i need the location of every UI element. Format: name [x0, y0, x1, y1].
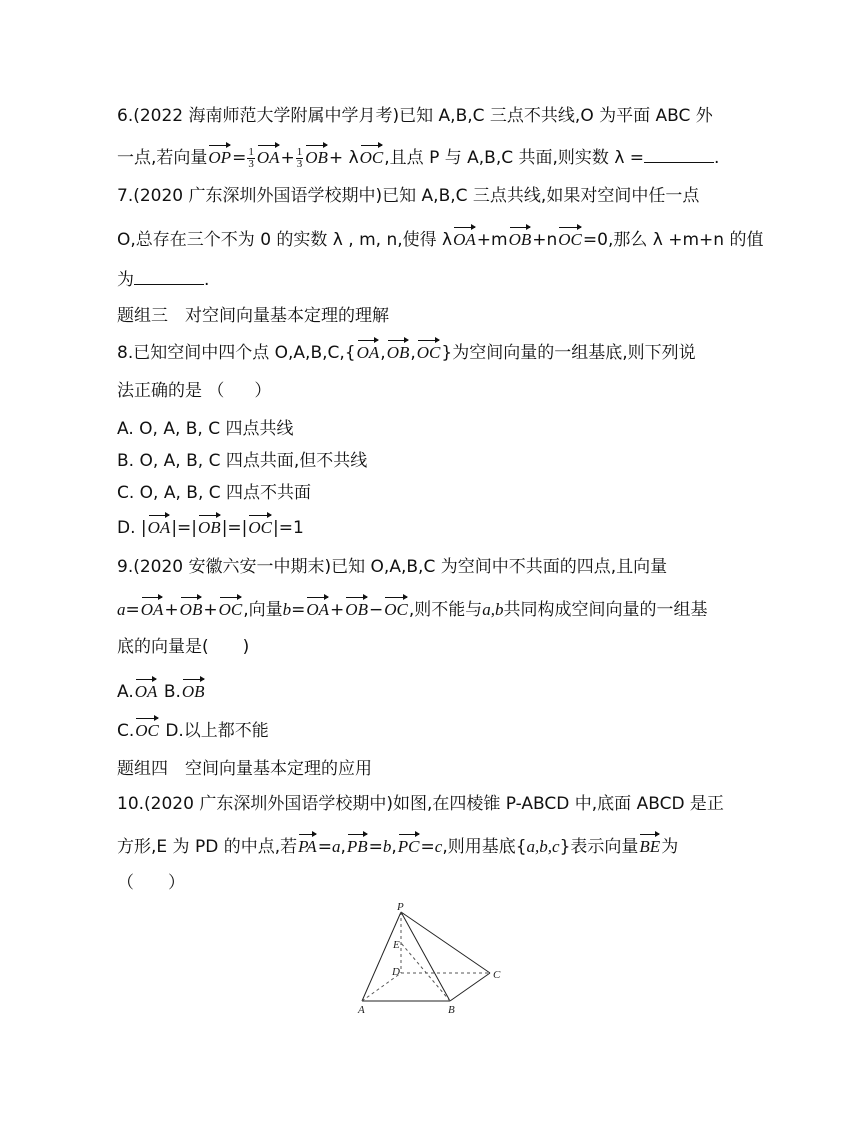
vector-PC: PC — [398, 832, 420, 858]
label-C: C — [493, 969, 501, 981]
q9-option-b[interactable] — [164, 682, 206, 702]
q7-text-c: 为 — [117, 270, 134, 290]
q7-text-a: O,总存在三个不为 0 的实数 λ , m, n,使得 λ — [117, 230, 453, 250]
q9-text-tail: 共同构成空间向量的一组基 — [503, 600, 708, 620]
vector-OA: OA — [453, 225, 476, 251]
option-d-mid: |=| — [221, 518, 248, 538]
period: . — [204, 270, 210, 290]
answer-blank[interactable] — [644, 146, 714, 163]
q7-m: +m — [476, 230, 508, 250]
q9-option-a[interactable] — [117, 682, 158, 702]
vector-OB: OB — [387, 338, 410, 364]
q10-text-a: 方形,E 为 PD 的中点,若 — [117, 837, 298, 857]
equals: = — [317, 837, 332, 857]
q7-n: +n — [532, 230, 558, 250]
q10-text: 10.(2020 广东深圳外国语学校期中)如图,在四棱锥 P-ABCD 中,底面 ABCD 是正 — [117, 794, 724, 814]
vector-OA: OA — [141, 595, 164, 621]
comma: , — [340, 837, 346, 857]
vector-PB: PB — [347, 832, 368, 858]
q7-line1 — [117, 185, 699, 207]
vector-OB: OB — [509, 225, 532, 251]
plus: + — [330, 600, 345, 620]
option-d-prefix: D. | — [117, 518, 147, 538]
label-B: B — [448, 1004, 455, 1016]
option-d-mid: |=| — [171, 518, 198, 538]
q8-text-b: }为空间向量的一组基底,则下列说 — [441, 343, 696, 363]
label-E: E — [393, 939, 400, 951]
edge-PA — [362, 912, 401, 1001]
vector-OC: OC — [135, 716, 159, 742]
equals: = — [420, 837, 435, 857]
vector-OP: OP — [208, 143, 231, 169]
option-d-end: |=1 — [273, 518, 304, 538]
edge-BC — [450, 973, 490, 1001]
q8-line2 — [117, 380, 271, 402]
vector-OC: OC — [248, 513, 272, 539]
period: . — [714, 148, 720, 168]
q6-line1 — [117, 105, 713, 127]
q8-text-c: 法正确的是 — [117, 381, 202, 401]
frac-num: 1 — [248, 145, 254, 158]
segment-BE — [401, 943, 450, 1001]
q10-text-b: ,则用基底{ — [442, 837, 527, 857]
frac-den: 3 — [296, 157, 303, 170]
vector-BE: BE — [639, 832, 660, 858]
q7-text-b: =0,那么 λ +m+n 的值 — [582, 230, 764, 250]
fraction-one-third — [247, 147, 255, 170]
vector-OC: OC — [219, 595, 243, 621]
q7-line3 — [117, 268, 209, 291]
comma: , — [391, 837, 397, 857]
answer-blank[interactable] — [134, 268, 204, 285]
answer-paren-open: （ — [207, 381, 225, 401]
vector-OA: OA — [135, 677, 158, 703]
equals: = — [232, 148, 247, 168]
plus: + — [164, 600, 179, 620]
q8-option-b[interactable]: B. O, A, B, C 四点共面,但不共线 — [117, 451, 368, 471]
var-b: b — [382, 837, 392, 856]
section-heading-group4: 题组四 空间向量基本定理的应用 — [117, 759, 372, 779]
q9-options-cd — [117, 716, 269, 742]
var-a: a — [331, 837, 341, 856]
q6-line2 — [117, 143, 719, 170]
q9-text-end: ,则不能与 — [408, 600, 483, 620]
q7-text: 7.(2020 广东深圳外国语学校期中)已知 A,B,C 三点共线,如果对空间中任一点 — [117, 186, 700, 206]
q9-option-d[interactable]: D.以上都不能 — [165, 721, 269, 741]
q8-option-d[interactable] — [117, 513, 304, 539]
vector-OB: OB — [198, 513, 221, 539]
q7-line2 — [117, 225, 763, 251]
equals: = — [125, 600, 140, 620]
var-c: c — [434, 837, 443, 856]
q10-text-d: 为 — [661, 837, 679, 857]
q10-text-c: }表示向量 — [559, 837, 639, 857]
vector-OB: OB — [305, 143, 328, 169]
q9-options-ab — [117, 677, 206, 703]
edge-PB — [401, 912, 450, 1001]
var-abc: a,b,c — [526, 837, 560, 856]
q9-line2 — [117, 595, 708, 621]
vector-OA: OA — [148, 513, 171, 539]
option-label: B. — [163, 682, 181, 702]
vector-OB: OB — [182, 677, 205, 703]
var-a: a — [117, 600, 126, 619]
comma: , — [380, 343, 386, 363]
q6-text: 6.(2022 海南师范大学附属中学月考)已知 A,B,C 三点不共线,O 为平面 ABC 外 — [117, 106, 713, 126]
fraction-one-third — [296, 147, 304, 170]
q9-option-c[interactable] — [117, 721, 160, 741]
vector-OB: OB — [180, 595, 203, 621]
frac-den: 3 — [248, 157, 254, 170]
vector-OC: OC — [384, 595, 408, 621]
q8-line1 — [117, 338, 696, 364]
frac-num: 1 — [296, 145, 303, 158]
q9-line1 — [117, 556, 667, 578]
edge-PC — [401, 912, 490, 973]
label-P: P — [397, 901, 404, 913]
q8-text-a: 8.已知空间中四个点 O,A,B,C,{ — [117, 343, 356, 363]
label-D: D — [392, 966, 400, 978]
vector-OC: OC — [558, 225, 582, 251]
q10-answer-paren[interactable]: （ ） — [117, 873, 185, 893]
plus-lambda: + λ — [328, 148, 359, 168]
plus: + — [203, 600, 218, 620]
q10-line2 — [117, 832, 678, 858]
option-label: C. — [117, 721, 135, 741]
section-heading-group3: 题组三 对空间向量基本定理的理解 — [117, 306, 389, 326]
q10-line1 — [117, 793, 724, 815]
option-label: A. — [117, 682, 134, 702]
vector-OA: OA — [257, 143, 280, 169]
pyramid-figure — [350, 900, 510, 1020]
comma: , — [410, 343, 416, 363]
vector-OA: OA — [357, 338, 380, 364]
vector-OC: OC — [360, 143, 384, 169]
q6-text-a: 一点,若向量 — [117, 148, 208, 168]
q8-option-a[interactable]: A. O, A, B, C 四点共线 — [117, 419, 294, 439]
minus: − — [368, 600, 384, 620]
label-A: A — [358, 1004, 365, 1016]
q9-text: 9.(2020 安徽六安一中期末)已知 O,A,B,C 为空间中不共面的四点,且向量 — [117, 557, 668, 577]
vector-OA: OA — [306, 595, 329, 621]
vector-OB: OB — [345, 595, 368, 621]
equals: = — [291, 600, 306, 620]
q9-line3: 底的向量是( ) — [117, 637, 250, 657]
vector-OC: OC — [417, 338, 441, 364]
answer-paren-close: ） — [254, 381, 272, 401]
var-b: b — [282, 600, 292, 619]
vector-PA: PA — [298, 832, 317, 858]
q6-text-b: ,且点 P 与 A,B,C 共面,则实数 λ = — [384, 148, 645, 168]
q8-option-c[interactable]: C. O, A, B, C 四点不共面 — [117, 483, 312, 503]
q9-text-mid: ,向量 — [243, 600, 283, 620]
equals: = — [368, 837, 383, 857]
plus: + — [280, 148, 295, 168]
var-ab: a,b — [482, 600, 504, 619]
